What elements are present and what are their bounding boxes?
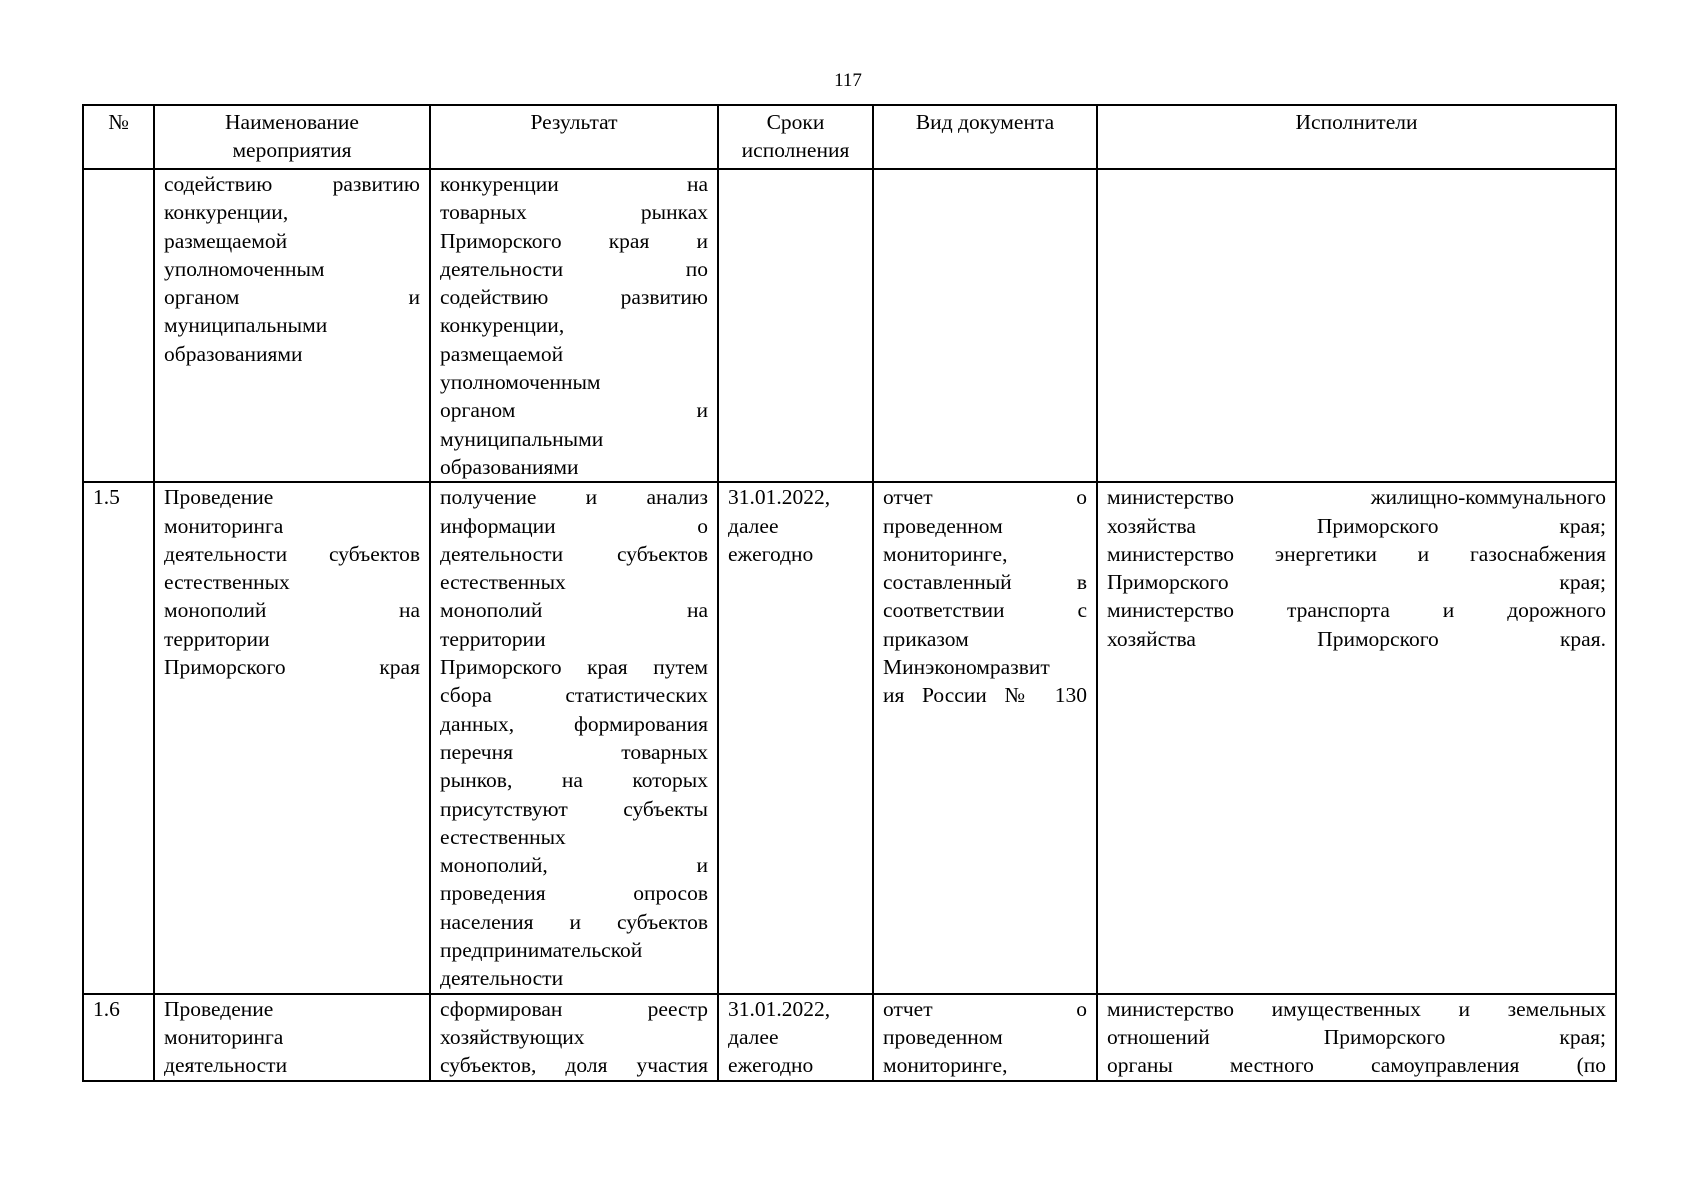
cell-line: естественных (440, 824, 566, 849)
cell-line: Проведение (164, 996, 274, 1021)
cell-line: соответствии с (883, 598, 1087, 623)
cell-line: территории (164, 626, 270, 651)
cell-deadline (718, 482, 873, 993)
cell-line: проведенном (883, 513, 1003, 538)
page-number: 117 (834, 70, 862, 91)
table-header-row (83, 105, 1616, 169)
cell-line: муниципальными (440, 426, 604, 451)
cell-line: получение и анализ (440, 485, 708, 510)
cell-line: Минэкономразвит (883, 655, 1050, 680)
measures-table (82, 104, 1617, 1082)
cell-line: муниципальными (164, 313, 328, 338)
cell-result (430, 994, 718, 1081)
cell-result (430, 482, 718, 993)
cell-line: информации о (440, 513, 708, 538)
cell-line: 31.01.2022, (728, 996, 831, 1021)
cell-line: сформирован реестр (440, 996, 708, 1021)
cell-line: конкуренции, (164, 200, 289, 225)
cell-number (83, 169, 154, 482)
cell-line: размещаемой (440, 341, 564, 366)
cell-line: Приморского края (164, 655, 420, 680)
cell-line: органом и (164, 285, 420, 310)
cell-line: деятельности субъектов (440, 541, 708, 566)
cell-name (154, 169, 430, 482)
cell-number: 1.6 (83, 994, 154, 1081)
cell-line: органы местного самоуправления (по (1107, 1053, 1606, 1078)
cell-line: монополий, и (440, 853, 708, 878)
cell-line: уполномоченным (164, 256, 325, 281)
cell-line: отчет о (883, 996, 1087, 1021)
cell-line: естественных (164, 570, 290, 595)
cell-line: хозяйствующих (440, 1024, 585, 1049)
cell-line: мониторинге, (883, 1053, 1008, 1078)
cell-line: приказом (883, 626, 969, 651)
cell-line: присутствуют субъекты (440, 796, 708, 821)
cell-line: проведенном (883, 1024, 1003, 1049)
cell-line: субъектов, доля участия (440, 1053, 708, 1078)
cell-line: министерство транспорта и дорожного (1107, 598, 1606, 623)
cell-line: мониторинге, (883, 541, 1008, 566)
cell-line: органом и (440, 398, 708, 423)
header-doc-type: Вид документа (873, 105, 1097, 169)
cell-executors (1097, 994, 1616, 1081)
cell-doc-type (873, 482, 1097, 993)
cell-line: Проведение (164, 485, 274, 510)
cell-result (430, 169, 718, 482)
cell-line: проведения опросов (440, 881, 708, 906)
cell-line: деятельности (164, 1053, 288, 1078)
table-row (83, 994, 1616, 1081)
cell-line: рынков, на которых (440, 768, 708, 793)
cell-line: хозяйства Приморского края; (1107, 513, 1606, 538)
cell-line: Приморского края и (440, 228, 708, 253)
cell-line: 31.01.2022, (728, 485, 831, 510)
table-row (83, 482, 1616, 993)
cell-executors (1097, 482, 1616, 993)
cell-line: мониторинга (164, 1024, 284, 1049)
cell-line: Приморского края; (1107, 570, 1606, 595)
cell-line: министерство энергетики и газоснабжения (1107, 541, 1606, 566)
cell-line: отношений Приморского края; (1107, 1024, 1606, 1049)
cell-deadline (718, 169, 873, 482)
cell-name (154, 994, 430, 1081)
cell-line: отчет о (883, 485, 1087, 510)
cell-line: мониторинга (164, 513, 284, 538)
cell-doc-type (873, 994, 1097, 1081)
cell-line: содействию развитию (164, 172, 420, 196)
cell-line: данных, формирования (440, 711, 708, 736)
cell-deadline (718, 994, 873, 1081)
cell-line: министерство жилищно-коммунального (1107, 485, 1606, 510)
cell-line: уполномоченным (440, 370, 601, 395)
cell-line: территории (440, 626, 546, 651)
table-row (83, 169, 1616, 482)
cell-line: конкуренции на (440, 172, 708, 196)
cell-line: сбора статистических (440, 683, 708, 708)
header-name: Наименование мероприятия (154, 105, 430, 169)
cell-line: образованиями (440, 454, 579, 479)
cell-line: естественных (440, 570, 566, 595)
cell-line: монополий на (164, 598, 420, 623)
cell-line: монополий на (440, 598, 708, 623)
cell-line: ия России № 130 (883, 683, 1087, 708)
cell-line: далее (728, 513, 779, 538)
cell-line: содействию развитию (440, 285, 708, 310)
cell-line: ежегодно (728, 541, 814, 566)
cell-executors (1097, 169, 1616, 482)
cell-doc-type (873, 169, 1097, 482)
cell-line: товарных рынках (440, 200, 708, 225)
cell-line: составленный в (883, 570, 1087, 595)
cell-line: хозяйства Приморского края. (1107, 626, 1606, 651)
header-number: № (83, 105, 154, 169)
cell-line: деятельности по (440, 256, 708, 281)
cell-line: предпринимательской (440, 938, 643, 963)
cell-line: деятельности (440, 966, 564, 991)
header-executors: Исполнители (1097, 105, 1616, 169)
cell-line: министерство имущественных и земельных (1107, 996, 1606, 1021)
cell-line: Приморского края путем (440, 655, 708, 680)
cell-line: деятельности субъектов (164, 541, 420, 566)
cell-line: населения и субъектов (440, 909, 708, 934)
cell-line: ежегодно (728, 1053, 814, 1078)
cell-line: далее (728, 1024, 779, 1049)
header-deadline: Сроки исполнения (718, 105, 873, 169)
cell-line: конкуренции, (440, 313, 565, 338)
cell-number: 1.5 (83, 482, 154, 993)
header-result: Результат (430, 105, 718, 169)
cell-line: образованиями (164, 341, 303, 366)
cell-name (154, 482, 430, 993)
cell-line: перечня товарных (440, 739, 708, 764)
cell-line: размещаемой (164, 228, 288, 253)
